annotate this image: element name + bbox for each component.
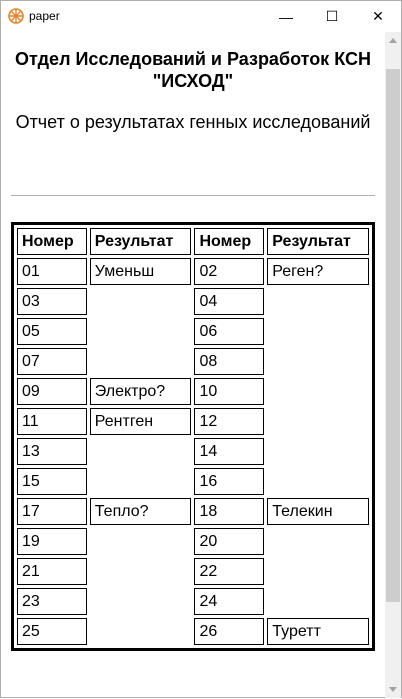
cell-number: 09 [17, 378, 87, 405]
header-result: Результат [267, 228, 369, 255]
cell-number: 25 [17, 618, 87, 645]
window-title: paper [29, 9, 60, 23]
minimize-icon: — [279, 8, 293, 25]
table-row [17, 438, 369, 465]
cell-number: 17 [17, 498, 87, 525]
close-button[interactable] [355, 1, 401, 32]
cell-number: 26 [194, 618, 264, 645]
table-row [17, 498, 369, 525]
scroll-down-icon[interactable] [389, 687, 397, 692]
header-number: Номер [17, 228, 87, 255]
results-table-frame [11, 222, 375, 651]
title-bar[interactable] [1, 1, 401, 32]
table-row [17, 258, 369, 285]
cell-result [267, 378, 369, 405]
cell-number: 19 [17, 528, 87, 555]
cell-result [267, 348, 369, 375]
cell-number: 24 [194, 588, 264, 615]
cell-number: 20 [194, 528, 264, 555]
cell-result [90, 588, 192, 615]
cell-result [90, 438, 192, 465]
table-row [17, 348, 369, 375]
cell-result [90, 618, 192, 645]
cell-result [90, 318, 192, 345]
document-subheading: Отчет о результатах генных исследований [15, 112, 371, 132]
cell-number: 02 [194, 258, 264, 285]
results-table [14, 225, 372, 648]
cell-result: Телекин [267, 498, 369, 525]
vertical-scrollbar[interactable] [385, 32, 401, 698]
cell-number: 06 [194, 318, 264, 345]
cell-number: 12 [194, 408, 264, 435]
table-row [17, 468, 369, 495]
cell-result [267, 318, 369, 345]
cell-number: 13 [17, 438, 87, 465]
cell-number: 16 [194, 468, 264, 495]
table-row [17, 378, 369, 405]
table-row [17, 558, 369, 585]
table-row [17, 288, 369, 315]
header-result: Результат [90, 228, 192, 255]
cell-number: 11 [17, 408, 87, 435]
cell-result [267, 288, 369, 315]
cell-number: 14 [194, 438, 264, 465]
cell-number: 08 [194, 348, 264, 375]
cell-result [90, 558, 192, 585]
cell-number: 22 [194, 558, 264, 585]
cell-result [90, 348, 192, 375]
cell-result [90, 468, 192, 495]
table-row [17, 528, 369, 555]
cell-result: Рентген [90, 408, 192, 435]
cell-number: 23 [17, 588, 87, 615]
app-icon [8, 8, 24, 24]
cell-number: 15 [17, 468, 87, 495]
cell-result [267, 558, 369, 585]
cell-number: 04 [194, 288, 264, 315]
divider [11, 195, 375, 196]
cell-number: 01 [17, 258, 87, 285]
table-row [17, 408, 369, 435]
cell-number: 03 [17, 288, 87, 315]
scrollbar-thumb[interactable] [386, 69, 400, 602]
cell-number: 18 [194, 498, 264, 525]
close-icon: ✕ [372, 8, 384, 24]
cell-number: 07 [17, 348, 87, 375]
cell-result [267, 468, 369, 495]
scroll-up-icon[interactable] [389, 38, 397, 43]
maximize-button[interactable] [309, 1, 355, 32]
table-row [17, 618, 369, 645]
table-header-row [17, 228, 369, 255]
cell-result: Реген? [267, 258, 369, 285]
cell-result: Уменьш [90, 258, 192, 285]
cell-result [90, 288, 192, 315]
cell-result [90, 528, 192, 555]
table-row [17, 588, 369, 615]
cell-result [267, 408, 369, 435]
cell-number: 21 [17, 558, 87, 585]
cell-result: Электро? [90, 378, 192, 405]
cell-result: Тепло? [90, 498, 192, 525]
table-row [17, 318, 369, 345]
cell-number: 05 [17, 318, 87, 345]
cell-number: 10 [194, 378, 264, 405]
maximize-icon: ☐ [325, 8, 339, 24]
header-number: Номер [194, 228, 264, 255]
cell-result [267, 528, 369, 555]
minimize-button[interactable] [263, 1, 309, 32]
document-heading: Отдел Исследований и Разработок КСН "ИСХОД" [15, 49, 371, 91]
cell-result [267, 588, 369, 615]
document-view[interactable] [1, 32, 385, 699]
cell-result [267, 438, 369, 465]
cell-result: Туретт [267, 618, 369, 645]
